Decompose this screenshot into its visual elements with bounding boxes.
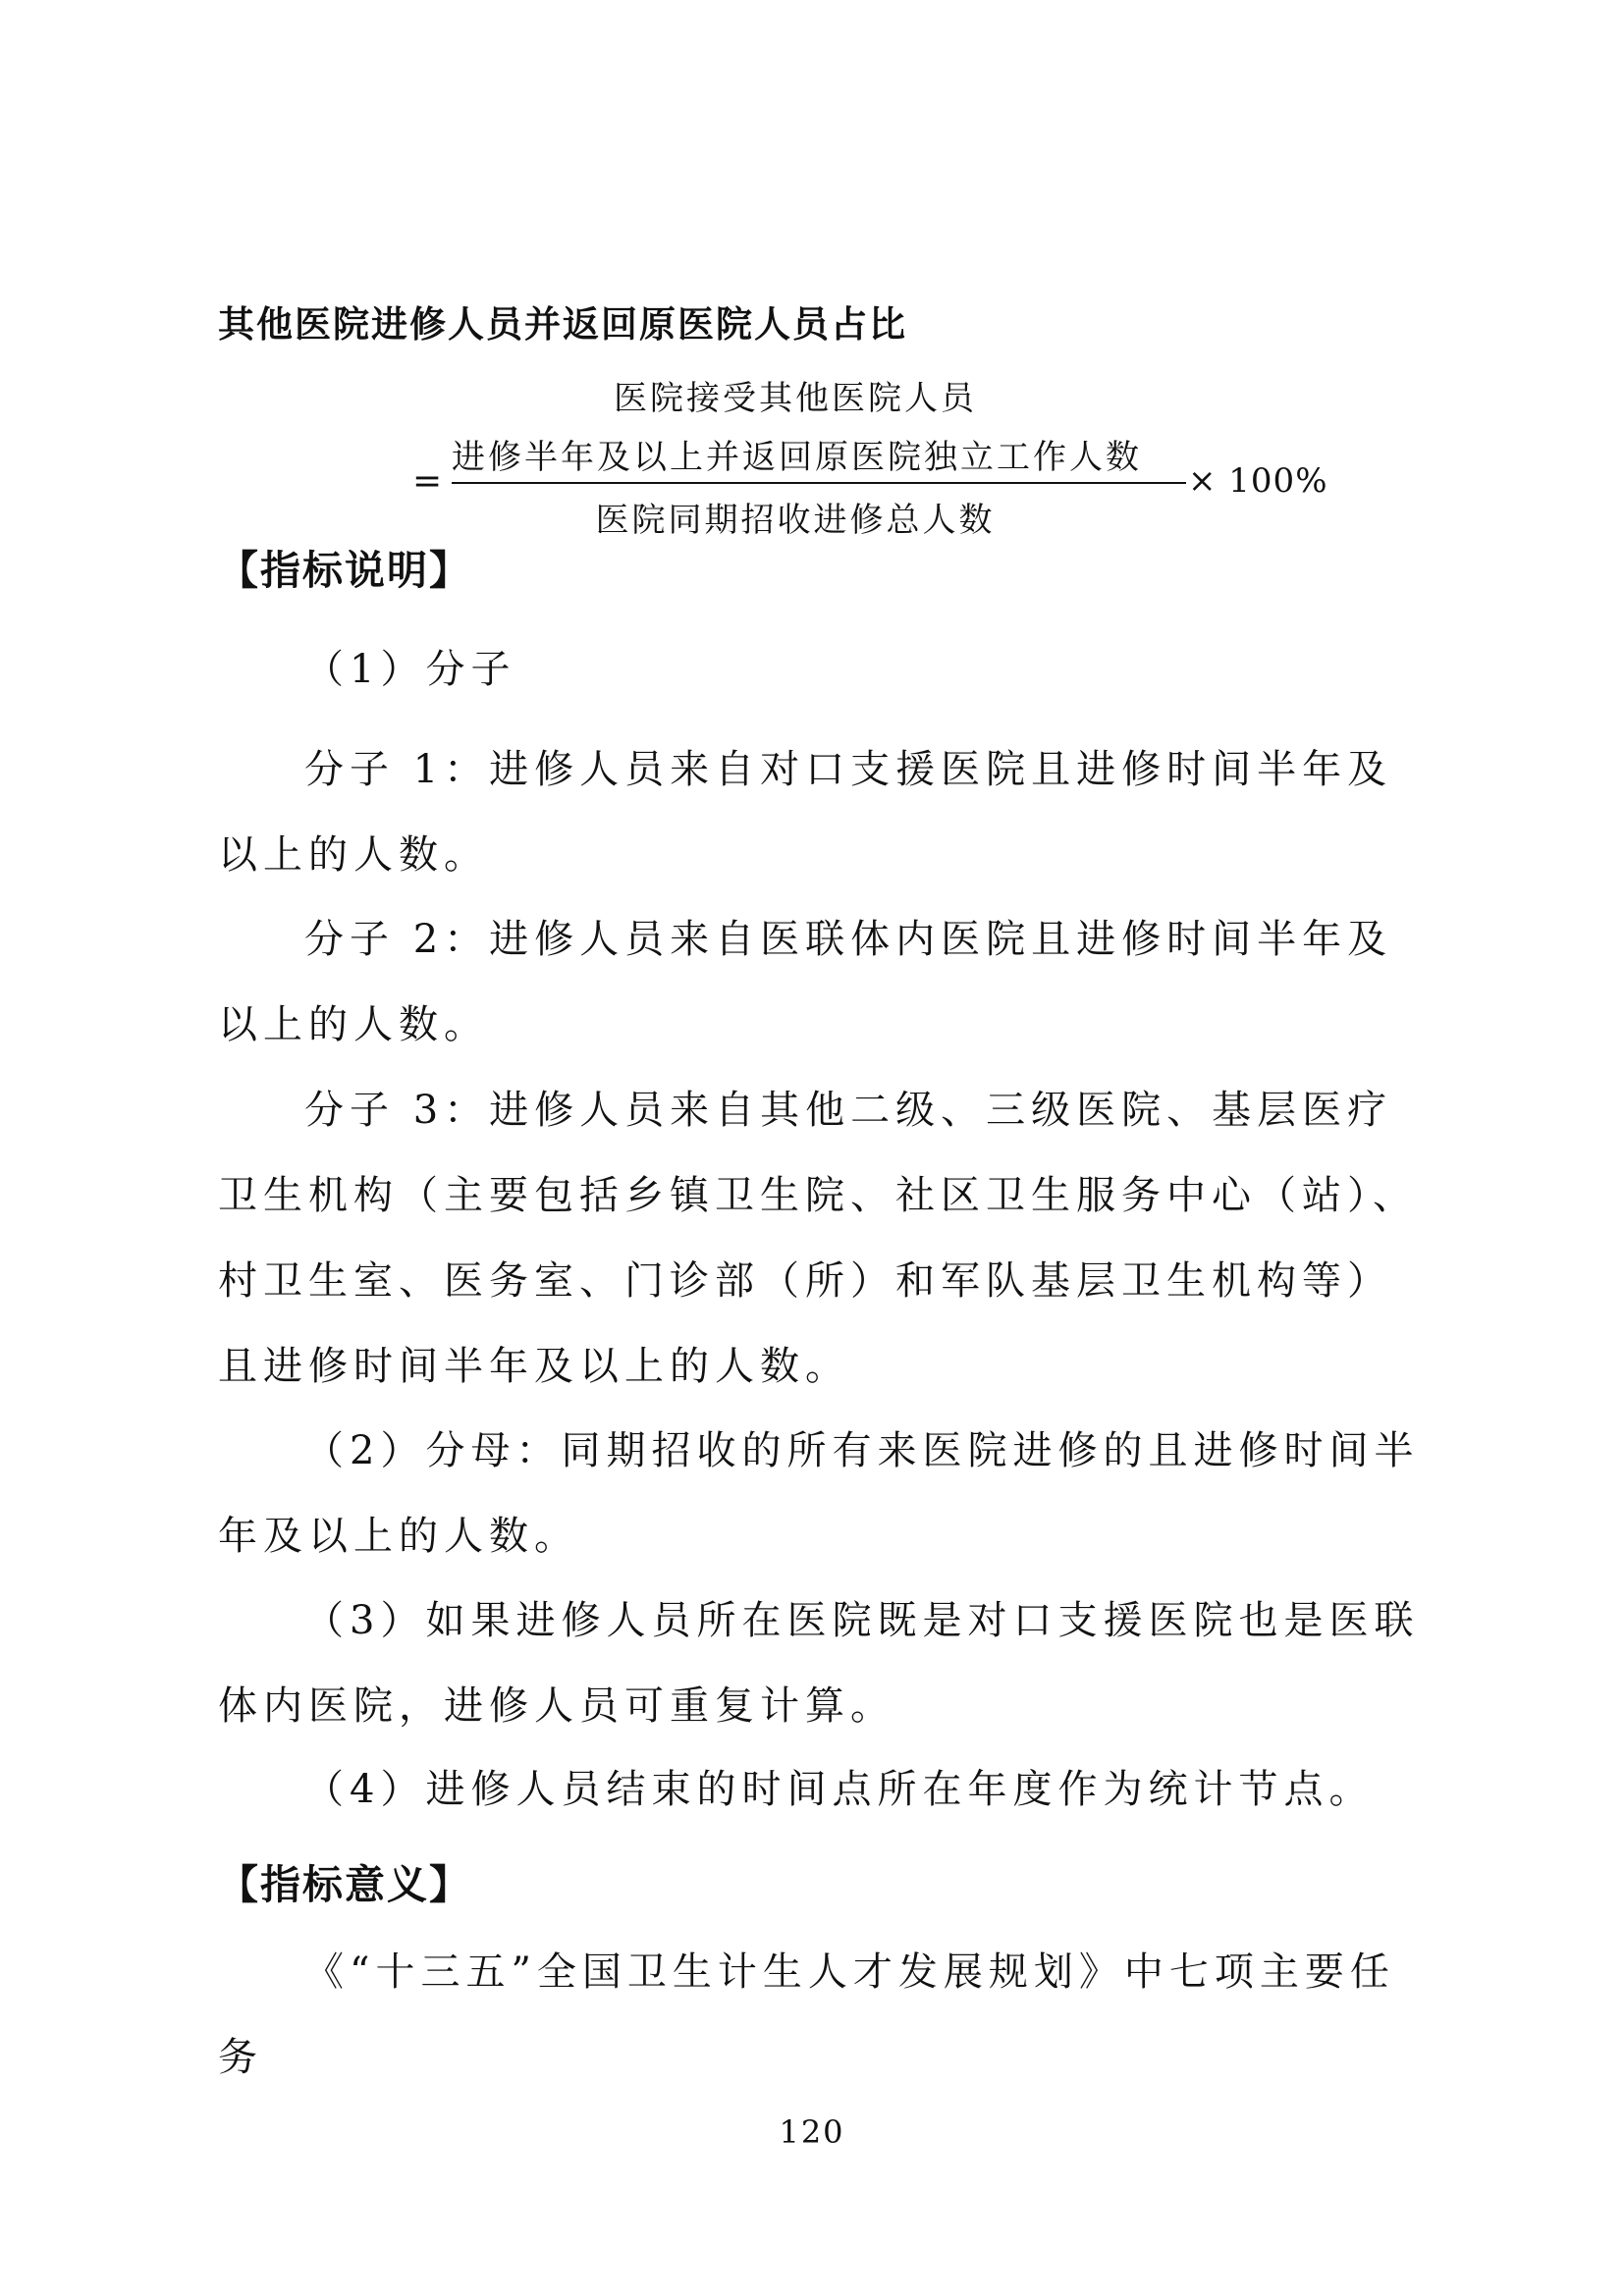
paragraph-text: 分子 3：进修人员来自其他二级、三级医院、基层医疗卫生机构（主要包括乡镇卫生院、社区卫生服务中心（站）、村卫生室、医务室、门诊部（所）和军队基层卫生机构等）且进修时间半年及以上的人数。 xyxy=(218,1088,1418,1389)
explanation-para-4 xyxy=(218,1068,1435,1410)
explanation-para-6 xyxy=(218,1578,1435,1749)
section-heading-significance: 【指标意义】 xyxy=(218,1861,471,1908)
explanation-para-1 xyxy=(218,627,1435,713)
formula-denominator: 医院同期招收进修总人数 xyxy=(595,501,996,540)
explanation-para-5 xyxy=(218,1409,1435,1579)
formula-numerator-line2: 进修半年及以上并返回原医院独立工作人数 xyxy=(452,438,1142,477)
paragraph-text: 分子 1：进修人员来自对口支援医院且进修时间半年及以上的人数。 xyxy=(218,747,1393,878)
paragraph-text: 分子 2：进修人员来自医联体内医院且进修时间半年及以上的人数。 xyxy=(218,917,1393,1047)
indicator-title: 其他医院进修人员并返回原医院人员占比 xyxy=(218,303,907,346)
explanation-para-3 xyxy=(218,897,1435,1068)
paragraph-text: （2）分母：同期招收的所有来医院进修的且进修时间半年及以上的人数。 xyxy=(218,1428,1420,1559)
paragraph-text: （4）进修人员结束的时间点所在年度作为统计节点。 xyxy=(304,1767,1375,1812)
formula-equals: = xyxy=(412,461,443,502)
paragraph-text: 《“十三五”全国卫生计生人才发展规划》中七项主要任务 xyxy=(218,1949,1395,2080)
explanation-para-7 xyxy=(218,1747,1435,1833)
explanation-para-2 xyxy=(218,727,1435,898)
formula-multiplier: × 100% xyxy=(1188,461,1328,501)
significance-para-1 xyxy=(218,1930,1435,2101)
section-heading-explanation: 【指标说明】 xyxy=(218,547,471,594)
formula-numerator-line1: 医院接受其他医院人员 xyxy=(614,379,977,418)
formula xyxy=(403,371,1335,548)
paragraph-text: （1）分子 xyxy=(304,647,516,692)
page-number: 120 xyxy=(779,2113,845,2151)
paragraph-text: （3）如果进修人员所在医院既是对口支援医院也是医联体内医院，进修人员可重复计算。 xyxy=(218,1598,1420,1729)
fraction-line xyxy=(452,482,1186,484)
